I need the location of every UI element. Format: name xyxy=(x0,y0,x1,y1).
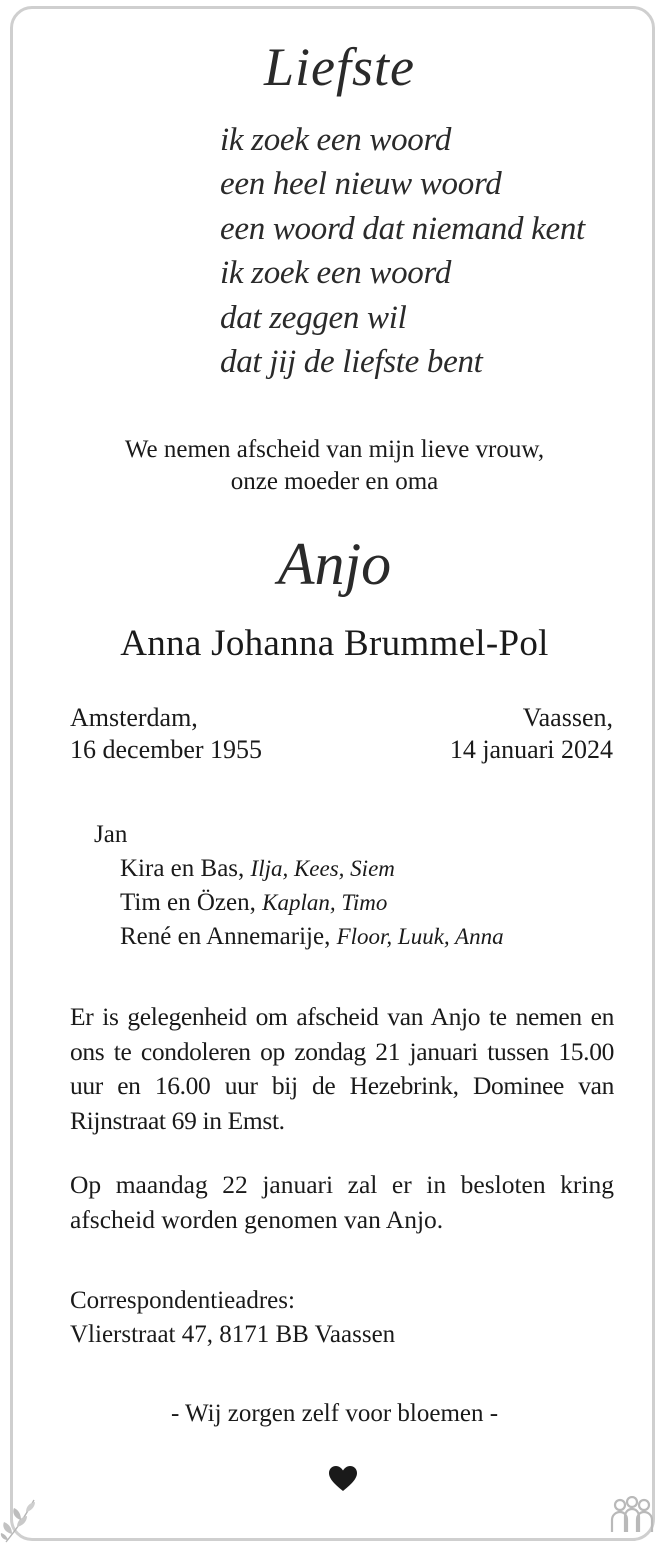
poem xyxy=(220,118,585,384)
flowers-note: - Wij zorgen zelf voor bloemen - xyxy=(170,1400,499,1427)
birth-place: Amsterdam, xyxy=(70,703,198,732)
poem-line: ik zoek een woord xyxy=(220,122,452,158)
people-group-icon xyxy=(606,1496,658,1536)
death-date: 14 januari 2024 xyxy=(449,735,613,764)
birth-date: 16 december 1955 xyxy=(70,735,263,764)
poem-title: Liefste xyxy=(264,37,415,97)
intro-line-1: We nemen afscheid van mijn lieve vrouw, xyxy=(124,436,545,463)
poem-line: ik zoek een woord xyxy=(220,255,452,292)
grandchildren-names: Kaplan, Timo xyxy=(262,890,388,915)
family-row xyxy=(0,886,669,920)
child-names: Kira en Bas, xyxy=(120,855,245,882)
heart-icon xyxy=(329,1466,357,1492)
birth-info xyxy=(70,702,262,766)
intro-line-2: onze moeder en oma xyxy=(230,468,439,495)
child-names: René en Annemarije, xyxy=(120,923,331,950)
farewell-paragraph: Op maandag 22 januari zal er in besloten kring afscheid worden genomen van Anjo. xyxy=(70,1170,614,1234)
grandchildren-names: Floor, Luuk, Anna xyxy=(336,924,504,949)
family-row xyxy=(0,920,669,954)
poem-line: een woord dat niemand kent xyxy=(220,210,585,247)
death-info xyxy=(450,702,613,766)
leaf-branch-icon xyxy=(0,1494,40,1544)
death-place: Vaassen, xyxy=(522,703,613,732)
condolence-paragraph: Er is gelegenheid om afscheid van Anjo te nemen en ons te condoleren op zondag 21 januari tussen 15.00 uur en 16.00 uur bij de Hezebrink, Dominee van Rijnstraat 69 in Emst. xyxy=(70,1002,614,1135)
poem-line: dat jij de liefste bent xyxy=(220,344,483,381)
spouse-name: Jan xyxy=(94,821,128,848)
address-label: Correspondentieadres: xyxy=(70,1287,295,1314)
child-names: Tim en Özen, xyxy=(120,889,256,916)
family-row xyxy=(0,852,669,886)
correspondence-address xyxy=(70,1284,395,1352)
full-name: Anna Johanna Brummel-Pol xyxy=(120,623,549,664)
family-list xyxy=(0,818,669,954)
intro-text xyxy=(0,434,669,498)
address-value: Vlierstraat 47, 8171 BB Vaassen xyxy=(70,1321,396,1348)
nickname: Anjo xyxy=(277,531,392,597)
grandchildren-names: Ilja, Kees, Siem xyxy=(250,856,395,881)
poem-line: dat zeggen wil xyxy=(220,299,407,336)
poem-line: een heel nieuw woord xyxy=(220,166,502,203)
